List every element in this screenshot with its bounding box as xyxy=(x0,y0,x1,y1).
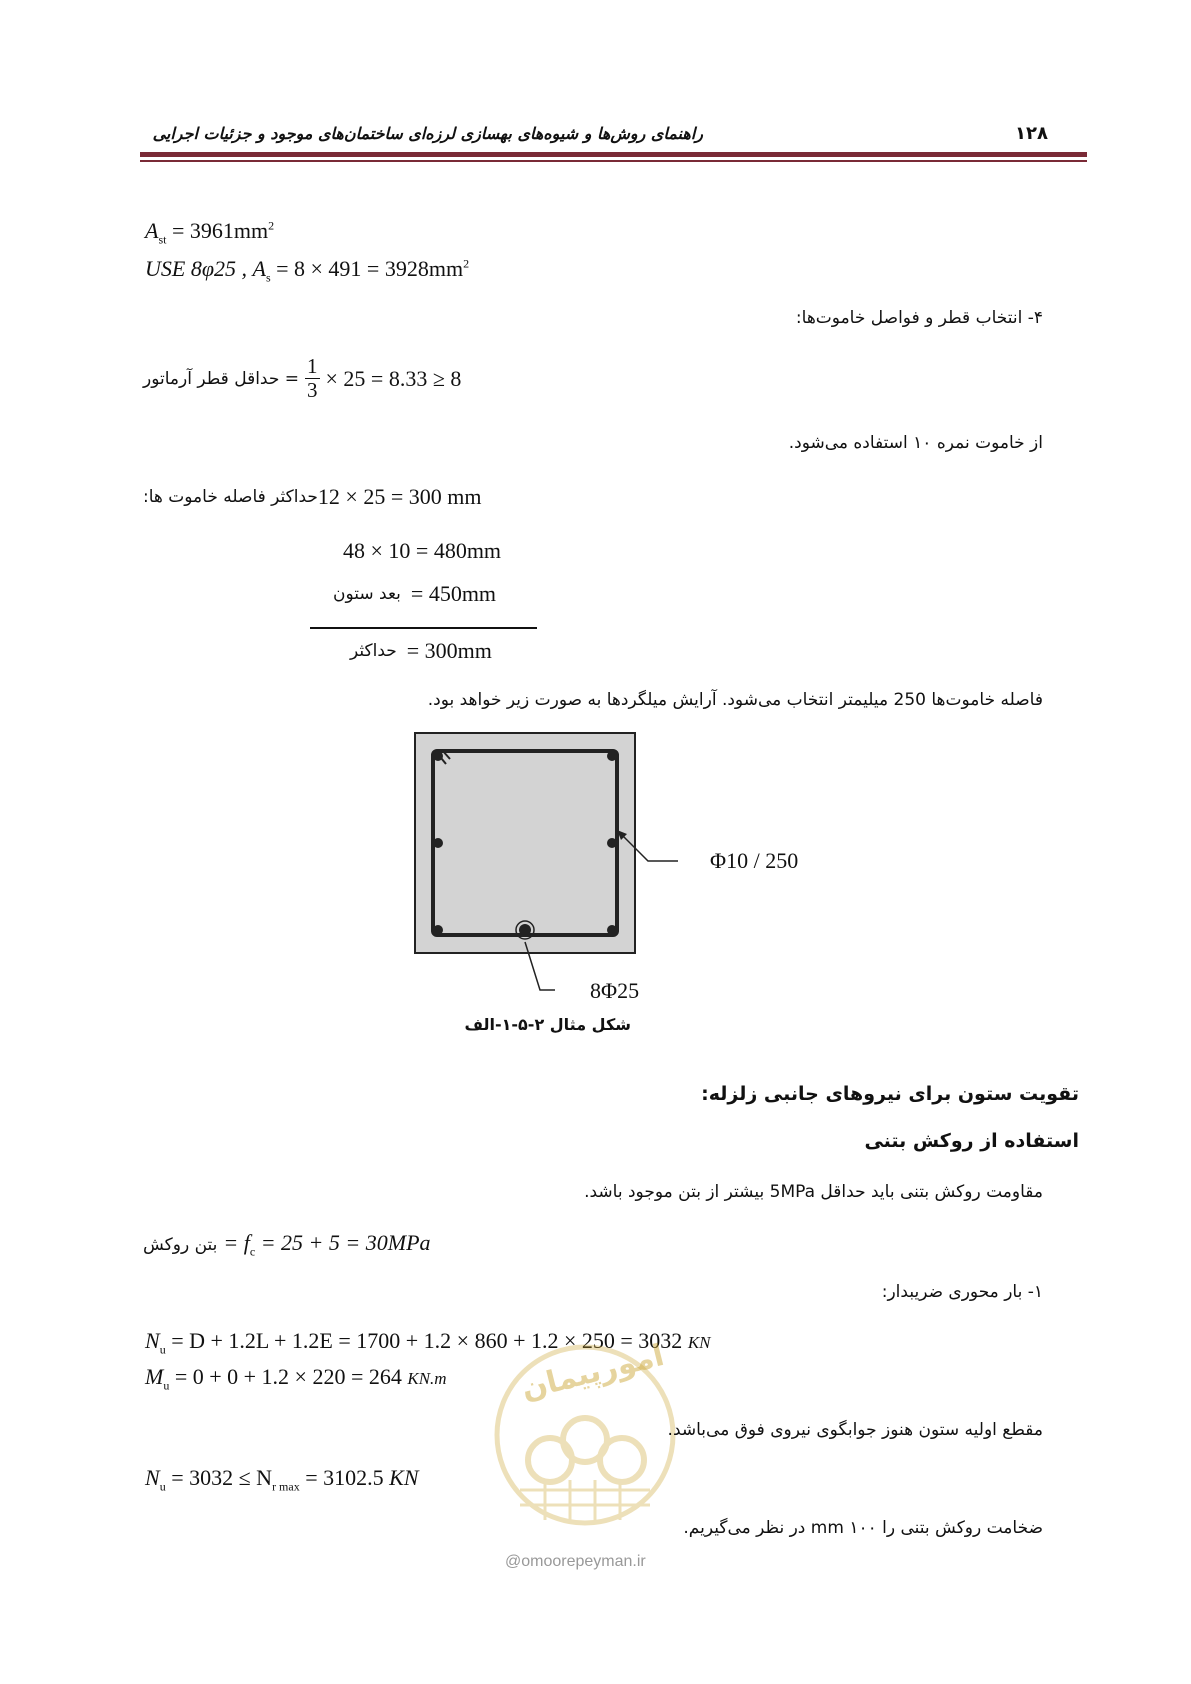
running-header-title: راهنمای روش‌ها و شیوه‌های بهسازی لرزه‌ای ساختمان‌های موجود و جزئیات اجرایی xyxy=(152,124,703,143)
rebar xyxy=(607,838,617,848)
spacing-row-2: بعد ستون = 450mm xyxy=(333,581,497,606)
equation-ast: $A_{st} = 3961mm^2$ xyxy=(145,218,275,247)
equation-nu: $N_u = D + 1.2L + 1.2E = 1700 + 1.2 \times 860 + 1.2 \times 250 = 3032$ KN xyxy=(145,1328,711,1357)
step-1-heading: ۱- بار محوری ضریبدار: xyxy=(881,1282,1043,1302)
stirrup-label: Φ10 / 250 xyxy=(710,848,799,873)
stirrup-size-sentence: از خاموت نمره ۱۰ استفاده می‌شود. xyxy=(788,433,1043,453)
rebar xyxy=(433,838,443,848)
rebar xyxy=(519,924,531,936)
spacing-row-1: 48 × 10 = 480mm xyxy=(343,538,502,563)
spacing-divider xyxy=(310,627,537,629)
equation-nu-check: $N_u = 3032 \le N_{r max} = 3102.5$ KN xyxy=(145,1465,419,1494)
header-rule-thin xyxy=(140,160,1087,162)
section-title: تقویت ستون برای نیروهای جانبی زلزله: xyxy=(701,1083,1079,1105)
watermark-url: @omoorepeyman.ir xyxy=(505,1553,646,1570)
watermark-brand: امورپیمان xyxy=(517,1337,668,1408)
step-4-heading: ۴- انتخاب قطر و فواصل خاموت‌ها: xyxy=(795,308,1043,328)
jacket-strength-sentence: مقاومت روکش بتنی باید حداقل 5MPa بیشتر از بتن موجود باشد. xyxy=(584,1182,1043,1202)
equation-fc: بتن روکش = $f_c = 25 + 5 = 30MPa$ xyxy=(143,1230,431,1259)
section-adequacy-sentence: مقطع اولیه ستون هنوز جوابگوی نیروی فوق می‌باشد. xyxy=(667,1420,1043,1440)
rebar xyxy=(607,751,617,761)
jacket-thickness-sentence: ضخامت روکش بتنی را ۱۰۰ mm در نظر می‌گیریم. xyxy=(683,1518,1043,1538)
rebar xyxy=(433,751,443,761)
equation-mu: $M_u = 0 + 0 + 1.2 \times 220 = 264$ KN.m xyxy=(145,1364,447,1393)
equation-max-spacing: حداکثر فاصله خاموت ها: 12 × 25 = 300 mm xyxy=(143,484,482,509)
equation-use-bars: USE 8φ25 , $A_s = 8 \times 491 = 3928mm^2$ xyxy=(145,256,470,285)
concrete-section xyxy=(415,733,635,953)
equation-min-diameter: = حداقل قطر آرماتور $\frac{1}{3}$ × 25 = 8.33 ≥ 8 xyxy=(143,354,462,403)
subsection-title: استفاده از روکش بتنی xyxy=(864,1130,1079,1152)
bar-label: 8Φ25 xyxy=(590,978,640,1003)
header-rule-thick xyxy=(140,152,1087,157)
spacing-selection-sentence: فاصله خاموت‌ها 250 میلیمتر انتخاب می‌شود. آرایش میلگردها به صورت زیر خواهد بود. xyxy=(427,690,1043,710)
rebar xyxy=(433,925,443,935)
rebar xyxy=(607,925,617,935)
figure-caption: شکل مثال ۲-۵-۱-الف xyxy=(464,1015,631,1034)
page-number: ۱۲۸ xyxy=(1015,123,1048,144)
spacing-row-3: حداکثر = 300mm xyxy=(350,638,492,663)
